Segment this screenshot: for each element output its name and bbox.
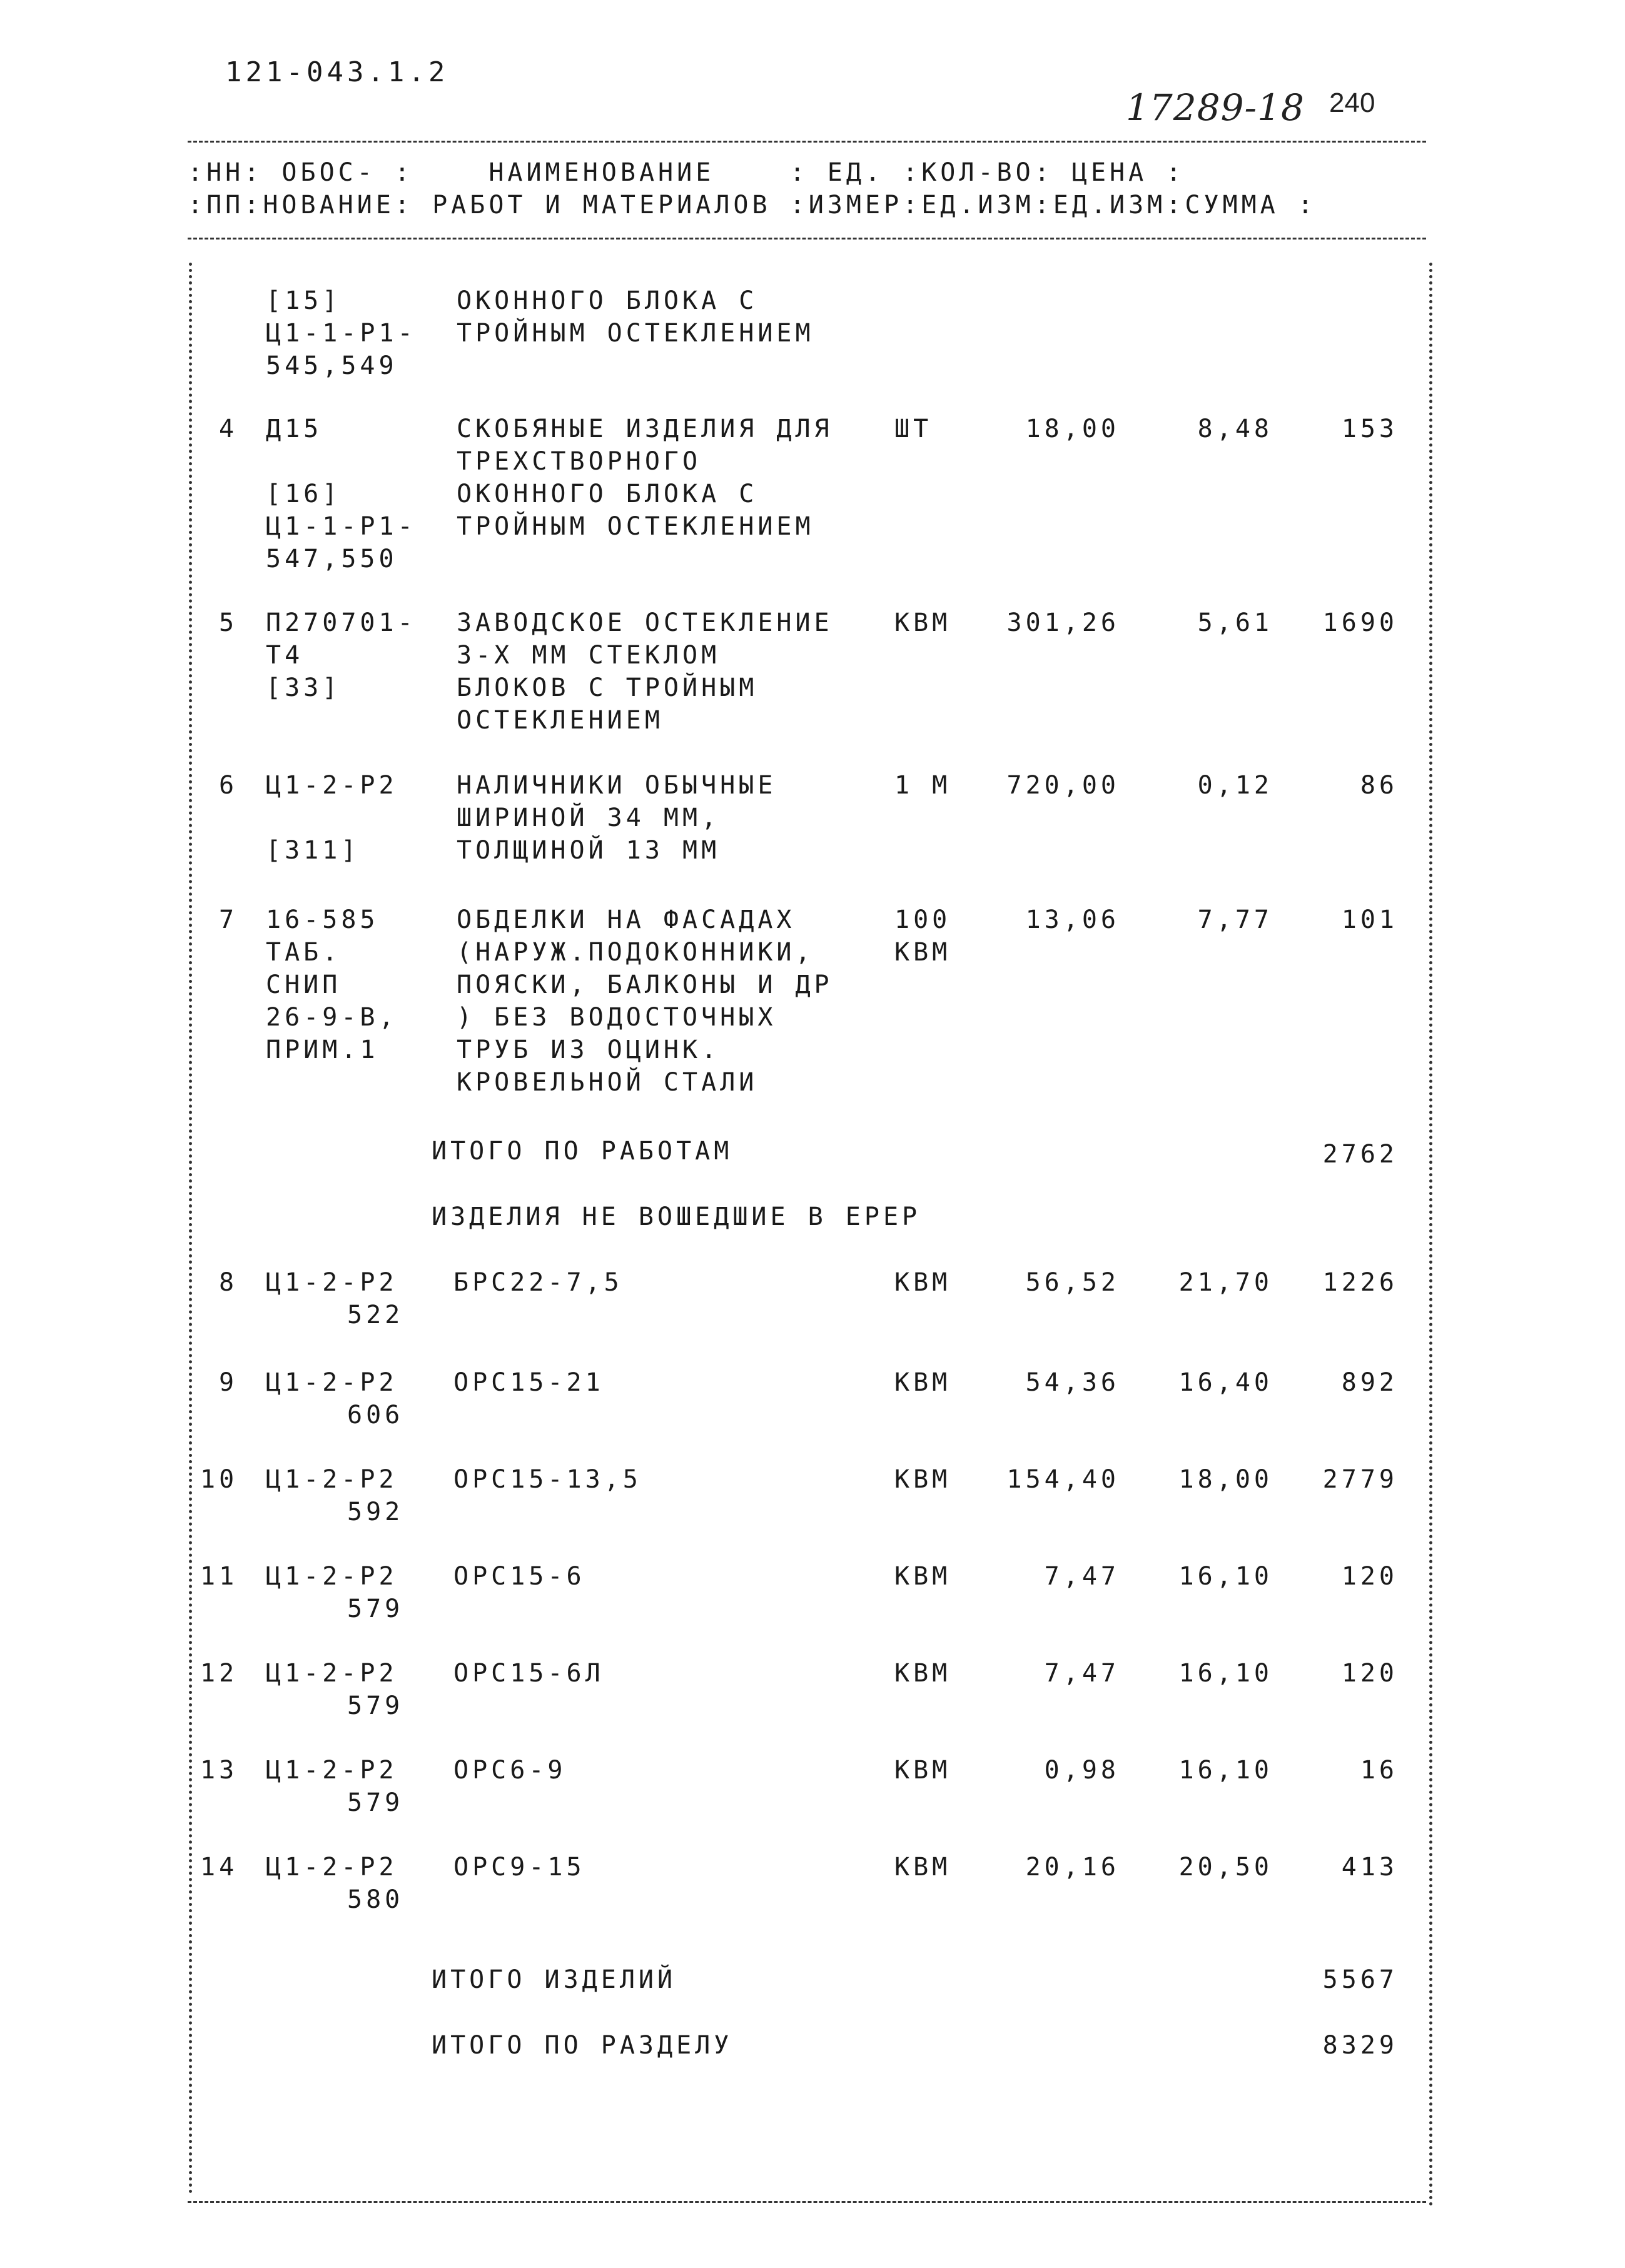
item-name: ОРС6-9	[453, 1756, 567, 1785]
item-unit: КВМ	[894, 1268, 951, 1297]
item-number: 10	[200, 1465, 238, 1494]
item-unit: КВМ	[894, 1368, 951, 1397]
row-name: ШИРИНОЙ 34 ММ,	[457, 804, 721, 832]
row-number: 7	[219, 905, 238, 934]
row-basis: [33]	[266, 673, 342, 702]
item-unit: КВМ	[894, 1562, 951, 1591]
row-basis: Т4	[266, 641, 304, 670]
total-section-sum: 8329	[1322, 2031, 1398, 2060]
item-quantity: 54,36	[1025, 1368, 1120, 1397]
item-quantity: 7,47	[1044, 1562, 1120, 1591]
row-basis: ПРИМ.1	[266, 1036, 379, 1064]
row-price: 0,12	[1197, 771, 1273, 800]
item-unit: КВМ	[894, 1756, 951, 1785]
item-basis-page: 606	[347, 1401, 404, 1429]
row-number: 5	[219, 608, 238, 637]
row-name: ТРУБ ИЗ ОЦИНК.	[457, 1036, 721, 1064]
item-number: 9	[219, 1368, 238, 1397]
item-price: 16,10	[1178, 1562, 1273, 1591]
row-quantity: 18,00	[1025, 415, 1120, 443]
item-sum: 2779	[1322, 1465, 1398, 1494]
bottom-rule	[188, 2201, 1426, 2203]
item-name: БРС22-7,5	[453, 1268, 623, 1297]
item-number: 8	[219, 1268, 238, 1297]
item-basis: Ц1-2-Р2	[266, 1756, 398, 1785]
item-basis: Ц1-2-Р2	[266, 1368, 398, 1397]
header-line-1: :НН: ОБОС- : НАИМЕНОВАНИЕ : ЕД. :КОЛ-ВО: ЦЕНА :	[188, 158, 1185, 187]
row-name: КРОВЕЛЬНОЙ СТАЛИ	[457, 1068, 758, 1097]
item-basis-page: 522	[347, 1301, 404, 1329]
row-name: ПОЯСКИ, БАЛКОНЫ И ДР	[457, 970, 833, 999]
row-name: СКОБЯНЫЕ ИЗДЕЛИЯ ДЛЯ	[457, 415, 833, 443]
item-quantity: 154,40	[1006, 1465, 1120, 1494]
section-title: ИЗДЕЛИЯ НЕ ВОШЕДШИЕ В ЕРЕР	[432, 1202, 921, 1231]
total-works-label: ИТОГО ПО РАБОТАМ	[432, 1137, 733, 1166]
item-price: 16,10	[1178, 1659, 1273, 1688]
item-basis: Ц1-2-Р2	[266, 1268, 398, 1297]
row-name: ЗАВОДСКОЕ ОСТЕКЛЕНИЕ	[457, 608, 833, 637]
row-name: 3-Х ММ СТЕКЛОМ	[457, 641, 721, 670]
item-sum: 892	[1341, 1368, 1398, 1397]
row-name: НАЛИЧНИКИ ОБЫЧНЫЕ	[457, 771, 777, 800]
top-rule	[188, 141, 1426, 143]
left-border	[189, 263, 192, 2195]
item-price: 16,10	[1178, 1756, 1273, 1785]
header-rule	[188, 238, 1426, 239]
item-price: 18,00	[1178, 1465, 1273, 1494]
item-unit: КВМ	[894, 1853, 951, 1882]
row-basis: 547,550	[266, 545, 398, 573]
row-quantity: 13,06	[1025, 905, 1120, 934]
item-basis: Ц1-2-Р2	[266, 1562, 398, 1591]
row-price: 8,48	[1197, 415, 1273, 443]
item-basis-page: 579	[347, 1691, 404, 1720]
item-basis-page: 592	[347, 1498, 404, 1526]
item-unit: КВМ	[894, 1465, 951, 1494]
item-quantity: 20,16	[1025, 1853, 1120, 1882]
handwritten-reference: 17289-18	[1126, 86, 1305, 129]
row-sum: 86	[1360, 771, 1398, 800]
item-quantity: 7,47	[1044, 1659, 1120, 1688]
row-basis: [16]	[266, 480, 342, 508]
row-unit: 100	[894, 905, 951, 934]
page-number: 240	[1329, 88, 1375, 118]
row-basis: 26-9-В,	[266, 1003, 398, 1032]
total-items-sum: 5567	[1322, 1965, 1398, 1994]
row-basis: 545,549	[266, 351, 398, 380]
total-section-label: ИТОГО ПО РАЗДЕЛУ	[432, 2031, 733, 2060]
row-unit: ШТ	[894, 415, 933, 443]
row-basis: 16-585	[266, 905, 379, 934]
item-price: 16,40	[1178, 1368, 1273, 1397]
row-sum: 101	[1341, 905, 1398, 934]
row-name: ТРЕХСТВОРНОГО	[457, 447, 702, 476]
row-name: БЛОКОВ С ТРОЙНЫМ	[457, 673, 758, 702]
item-number: 14	[200, 1853, 238, 1882]
item-sum: 413	[1341, 1853, 1398, 1882]
row-name: ТРОЙНЫМ ОСТЕКЛЕНИЕМ	[457, 512, 814, 541]
row-unit: КВМ	[894, 938, 951, 967]
item-basis: Ц1-2-Р2	[266, 1659, 398, 1688]
row-name: ) БЕЗ ВОДОСТОЧНЫХ	[457, 1003, 777, 1032]
item-price: 21,70	[1178, 1268, 1273, 1297]
row-price: 7,77	[1197, 905, 1273, 934]
row-basis: СНИП	[266, 970, 342, 999]
row-sum: 153	[1341, 415, 1398, 443]
row-basis: [311]	[266, 836, 360, 865]
row-basis: Ц1-1-Р1-	[266, 512, 417, 541]
item-name: ОРС15-6Л	[453, 1659, 604, 1688]
item-sum: 120	[1341, 1659, 1398, 1688]
total-items-label: ИТОГО ИЗДЕЛИЙ	[432, 1965, 677, 1994]
item-sum: 16	[1360, 1756, 1398, 1785]
item-name: ОРС9-15	[453, 1853, 585, 1882]
row-price: 5,61	[1197, 608, 1273, 637]
row-name: ОБДЕЛКИ НА ФАСАДАХ	[457, 905, 796, 934]
total-works-sum: 2762	[1322, 1140, 1398, 1169]
row-name: ОКОННОГО БЛОКА С	[457, 286, 758, 315]
item-name: ОРС15-21	[453, 1368, 604, 1397]
row-sum: 1690	[1322, 608, 1398, 637]
document-code: 121-043.1.2	[225, 56, 449, 88]
item-basis-page: 579	[347, 1788, 404, 1817]
item-sum: 1226	[1322, 1268, 1398, 1297]
row-quantity: 720,00	[1006, 771, 1120, 800]
item-basis: Ц1-2-Р2	[266, 1465, 398, 1494]
row-unit: КВМ	[894, 608, 951, 637]
item-quantity: 56,52	[1025, 1268, 1120, 1297]
item-basis: Ц1-2-Р2	[266, 1853, 398, 1882]
item-basis-page: 579	[347, 1595, 404, 1623]
item-name: ОРС15-13,5	[453, 1465, 642, 1494]
row-basis: Ц1-2-Р2	[266, 771, 398, 800]
item-quantity: 0,98	[1044, 1756, 1120, 1785]
row-name: (НАРУЖ.ПОДОКОННИКИ,	[457, 938, 814, 967]
row-quantity: 301,26	[1006, 608, 1120, 637]
item-unit: КВМ	[894, 1659, 951, 1688]
row-name: ОСТЕКЛЕНИЕМ	[457, 706, 664, 735]
item-number: 13	[200, 1756, 238, 1785]
item-basis-page: 580	[347, 1885, 404, 1914]
row-basis: [15]	[266, 286, 342, 315]
row-basis: Ц1-1-Р1-	[266, 319, 417, 348]
item-sum: 120	[1341, 1562, 1398, 1591]
item-number: 11	[200, 1562, 238, 1591]
item-number: 12	[200, 1659, 238, 1688]
row-name: ТОЛЩИНОЙ 13 ММ	[457, 836, 721, 865]
row-unit: 1 М	[894, 771, 951, 800]
row-name: ТРОЙНЫМ ОСТЕКЛЕНИЕМ	[457, 319, 814, 348]
item-name: ОРС15-6	[453, 1562, 585, 1591]
item-price: 20,50	[1178, 1853, 1273, 1882]
row-basis: Д15	[266, 415, 323, 443]
row-basis: П270701-	[266, 608, 417, 637]
row-number: 4	[219, 415, 238, 443]
header-line-2: :ПП:НОВАНИЕ: РАБОТ И МАТЕРИАЛОВ :ИЗМЕР:ЕД.ИЗМ:ЕД.ИЗМ:СУММА :	[188, 191, 1317, 219]
right-border	[1429, 263, 1432, 2207]
row-basis: ТАБ.	[266, 938, 342, 967]
row-number: 6	[219, 771, 238, 800]
row-name: ОКОННОГО БЛОКА С	[457, 480, 758, 508]
